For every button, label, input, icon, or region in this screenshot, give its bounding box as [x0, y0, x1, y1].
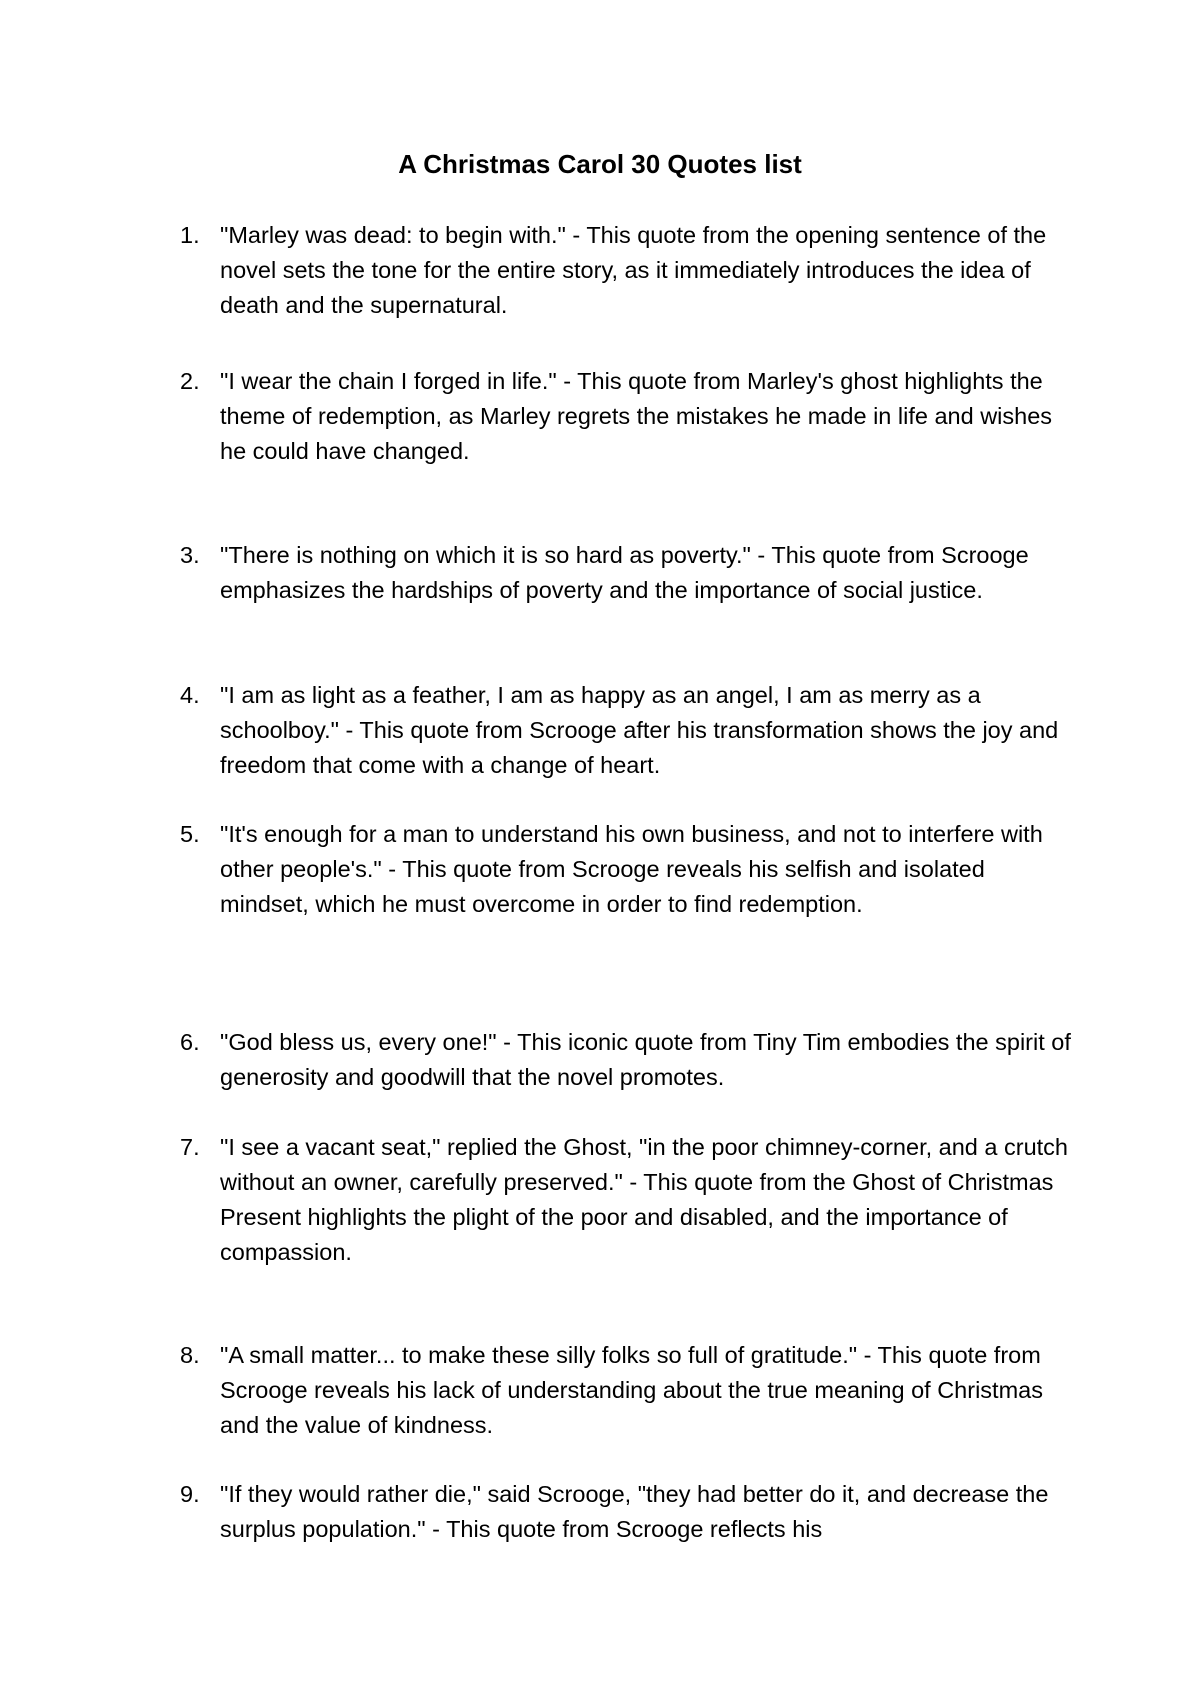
quote-text: "There is nothing on which it is so hard as poverty." - This quote from Scrooge emphasizes the hardships of poverty and the importance of social justice. — [220, 542, 1029, 603]
quote-item-9 — [180, 1477, 1080, 1547]
quote-item-2 — [180, 364, 1080, 469]
quote-number: 6. — [180, 1029, 200, 1055]
quote-number: 3. — [180, 542, 200, 568]
quote-text: "I wear the chain I forged in life." - This quote from Marley's ghost highlights the theme of redemption, as Marley regrets the mistakes he made in life and wishes he could have changed. — [220, 368, 1053, 464]
quote-item-8 — [180, 1338, 1080, 1443]
quote-item-1 — [180, 218, 1080, 323]
quote-number: 5. — [180, 821, 200, 847]
quote-number: 2. — [180, 368, 200, 394]
quote-text: "It's enough for a man to understand his own business, and not to interfere with other people's." - This quote from Scrooge reveals his selfish and isolated mindset, which he must overcome in order to find redemption. — [220, 821, 1043, 917]
quote-item-5 — [180, 817, 1080, 922]
quote-number: 9. — [180, 1481, 200, 1507]
quote-item-4 — [180, 678, 1080, 783]
quote-item-6 — [180, 1025, 1080, 1095]
quote-number: 8. — [180, 1342, 200, 1368]
quote-number: 4. — [180, 682, 200, 708]
quote-item-7 — [180, 1130, 1080, 1270]
quote-text: "If they would rather die," said Scrooge, "they had better do it, and decrease the surplus population." - This quote from Scrooge reflects his — [220, 1481, 1049, 1542]
quote-text: "I see a vacant seat," replied the Ghost, "in the poor chimney-corner, and a crutch without an owner, carefully preserved." - This quote from the Ghost of Christmas Present highlights the plight of the poor and disabled, and the importance of compassion. — [220, 1134, 1068, 1265]
quote-text: "God bless us, every one!" - This iconic quote from Tiny Tim embodies the spirit of generosity and goodwill that the novel promotes. — [220, 1029, 1071, 1090]
quote-number: 1. — [180, 222, 200, 248]
quote-text: "A small matter... to make these silly folks so full of gratitude." - This quote from Scrooge reveals his lack of understanding about the true meaning of Christmas and the value of kindness. — [220, 1342, 1043, 1438]
quote-text: "Marley was dead: to begin with." - This quote from the opening sentence of the novel sets the tone for the entire story, as it immediately introduces the idea of death and the supernatural. — [220, 222, 1047, 318]
quote-item-3 — [180, 538, 1080, 608]
page-title: A Christmas Carol 30 Quotes list — [398, 149, 802, 179]
quote-number: 7. — [180, 1134, 200, 1160]
quote-text: "I am as light as a feather, I am as happy as an angel, I am as merry as a schoolboy." - This quote from Scrooge after his transformation shows the joy and freedom that come with a change of heart. — [220, 682, 1059, 778]
